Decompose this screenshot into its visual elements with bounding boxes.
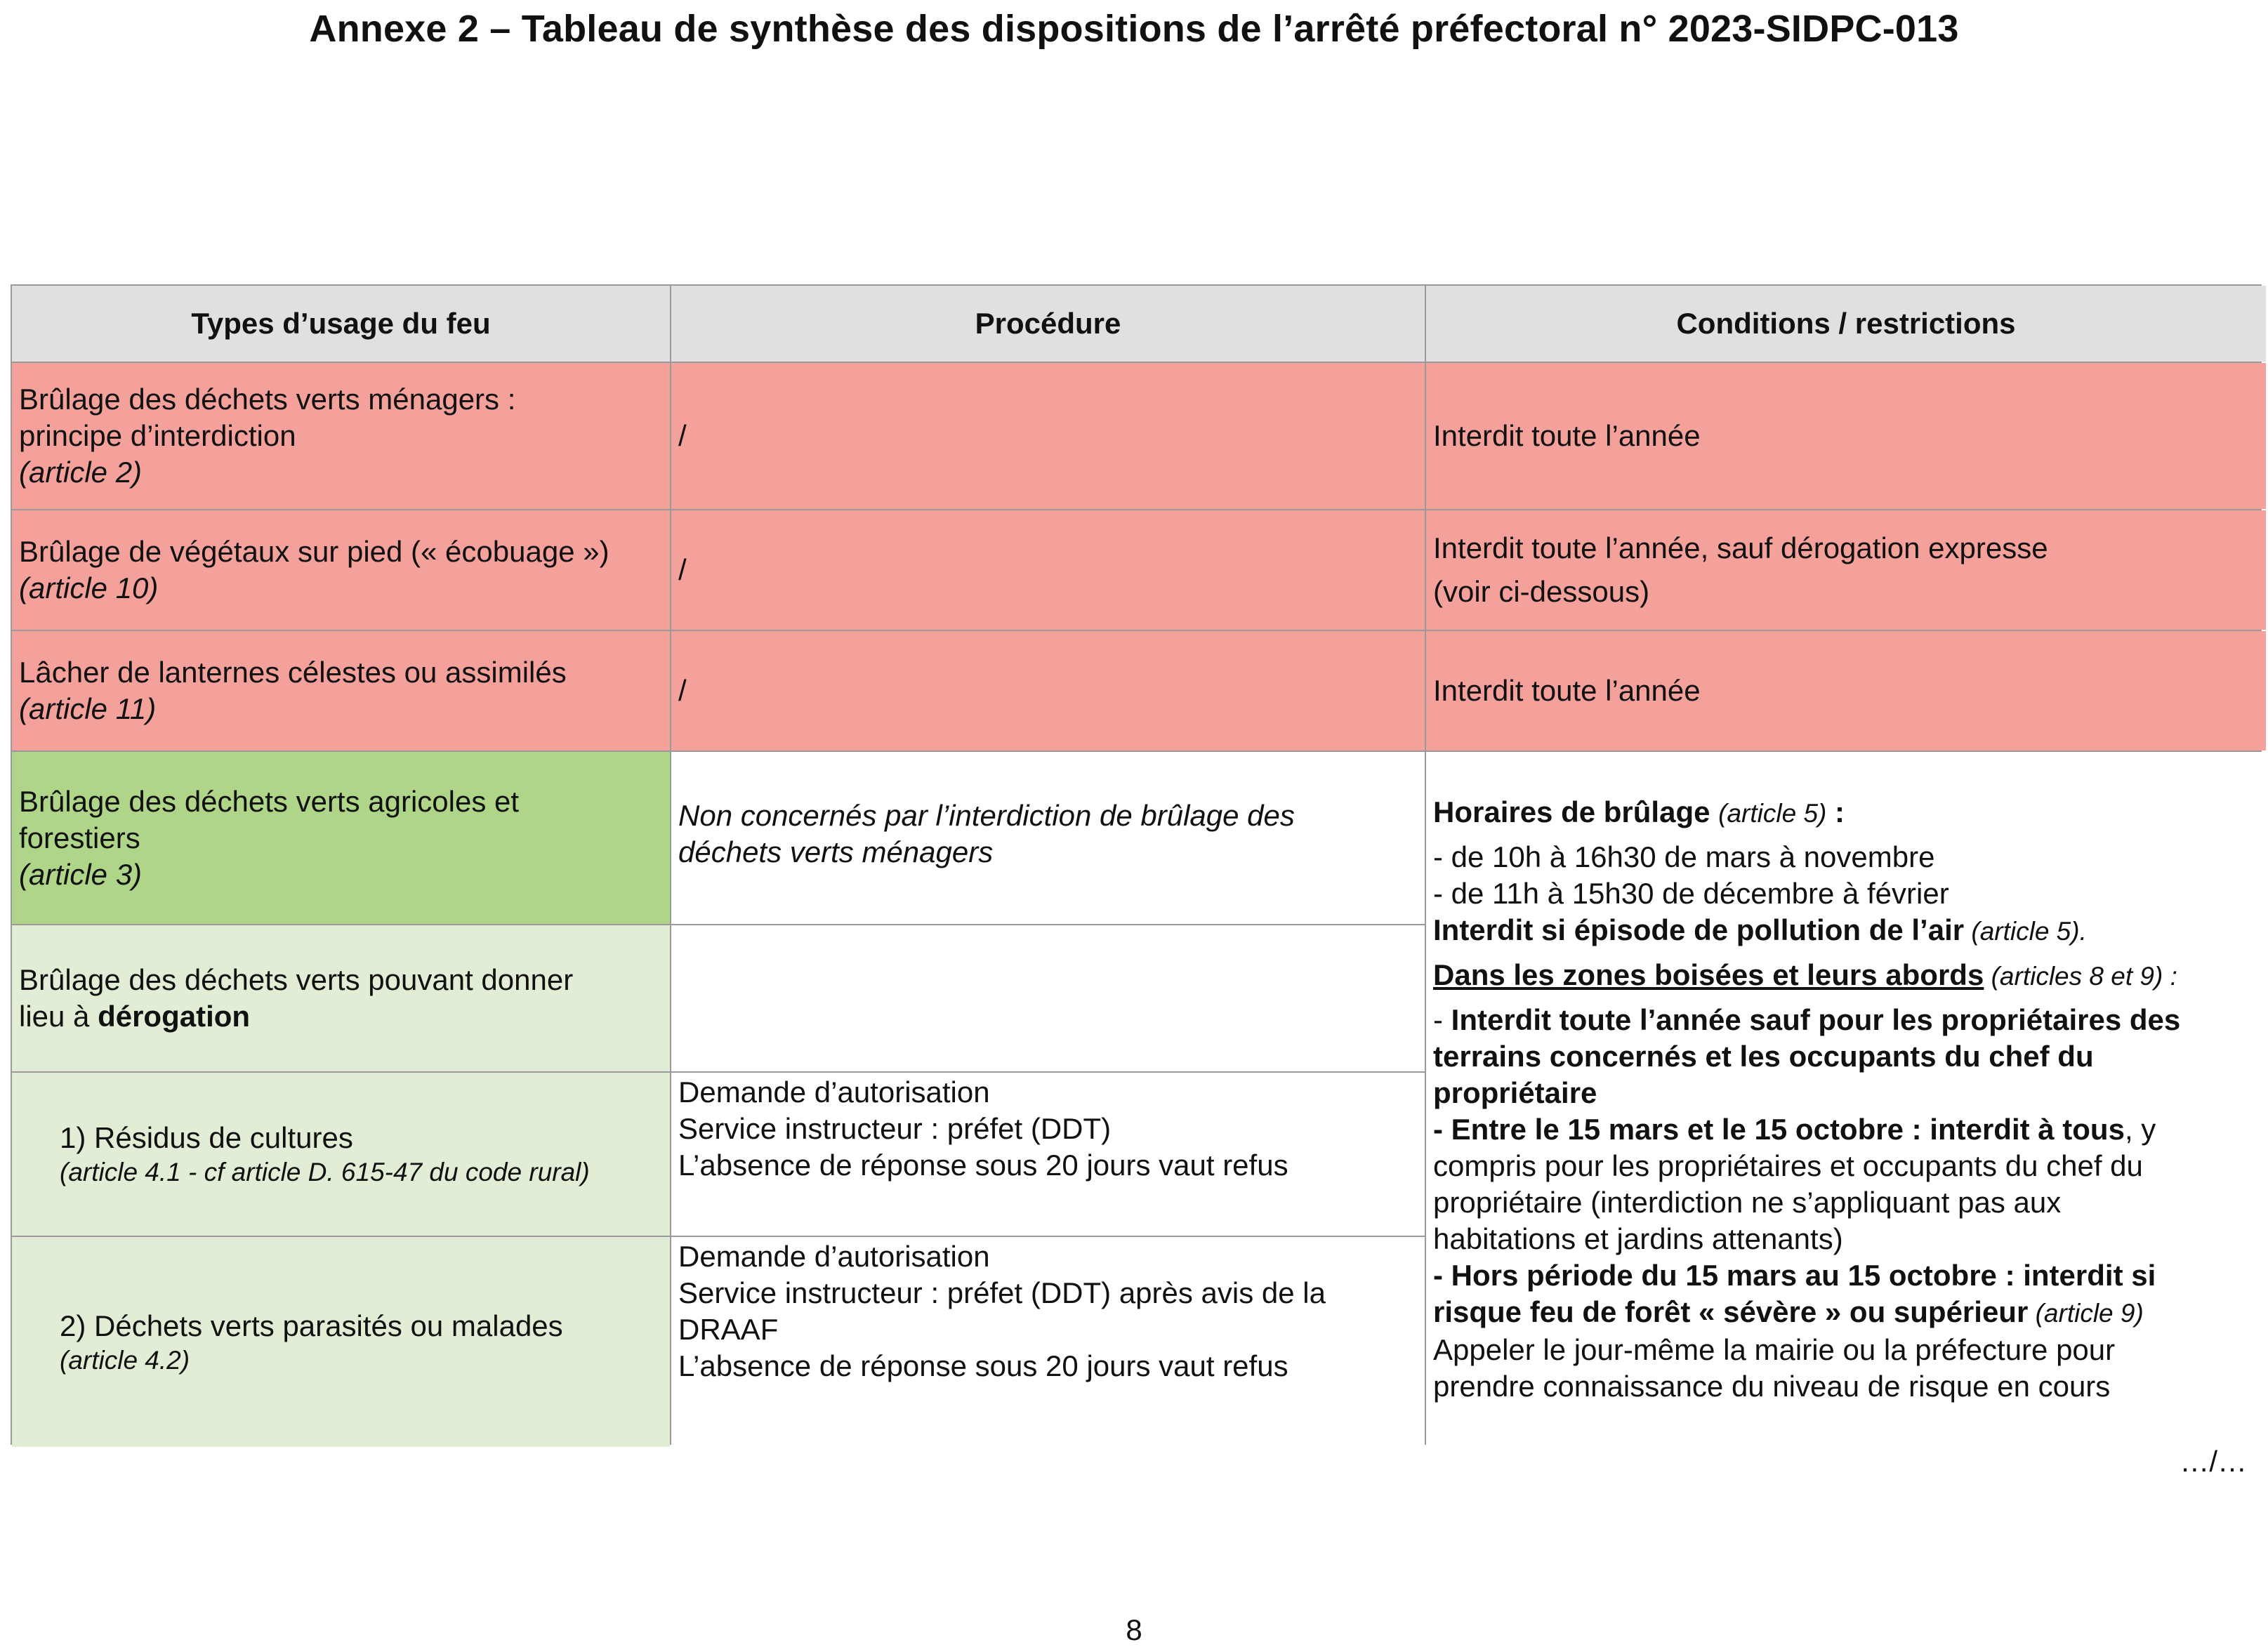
type-line: Brûlage des déchets verts agricoles et <box>19 784 520 818</box>
row-crop-residue-type <box>12 1073 670 1236</box>
procedure-text: L’absence de réponse sous 20 jours vaut refus <box>678 1149 1288 1182</box>
article-reference: (article 3) <box>19 857 143 891</box>
article-reference: (article 9) <box>2028 1299 2144 1328</box>
row-household-waste-condition <box>1426 363 2266 509</box>
row-crop-residue-procedure <box>671 1073 1425 1236</box>
article-reference: (article 5) <box>1718 799 1827 828</box>
row-ecobuage-type <box>12 510 670 630</box>
page-number: 8 <box>1126 1613 1142 1646</box>
period-line: habitations et jardins attenants) <box>1433 1222 1843 1255</box>
horaires-line: - de 10h à 16h30 de mars à novembre <box>1433 840 1935 873</box>
type-line: Brûlage des déchets verts ménagers : <box>19 383 516 416</box>
procedure-text: / <box>678 553 687 586</box>
type-line: Brûlage de végétaux sur pied (« écobuage ») <box>19 535 609 568</box>
condition-text: (voir ci-dessous) <box>1433 575 1650 608</box>
type-line: lieu à <box>19 1000 98 1033</box>
condition-text: Interdit toute l’année <box>1433 419 1701 452</box>
period-rule: - Entre le 15 mars et le 15 octobre : interdit à tous <box>1433 1113 2125 1146</box>
row-derogation-procedure <box>671 925 1425 1071</box>
procedure-text: / <box>678 419 687 452</box>
type-line: Brûlage des déchets verts pouvant donner <box>19 963 574 996</box>
synthesis-table <box>11 284 2262 1445</box>
zones-rule: propriétaire <box>1433 1076 1597 1109</box>
row-diseased-waste-procedure <box>671 1237 1425 1447</box>
type-line: Lâcher de lanternes célestes ou assimilés <box>19 656 567 689</box>
procedure-text: déchets verts ménagers <box>678 835 994 868</box>
continuation-mark: …/… <box>2180 1445 2247 1478</box>
row-derogation-type <box>12 925 670 1071</box>
row-agricultural-type <box>12 752 670 924</box>
procedure-text: Service instructeur : préfet (DDT) <box>678 1112 1112 1145</box>
procedure-text: Non concernés par l’interdiction de brûlage des <box>678 799 1295 832</box>
header-conditions: Conditions / restrictions <box>1426 286 2266 362</box>
article-reference: (article 5). <box>1964 917 2087 946</box>
procedure-text: / <box>678 674 687 707</box>
condition-text: Interdit toute l’année <box>1433 674 1701 707</box>
derogation-keyword: dérogation <box>98 1000 251 1033</box>
row-lanterns-type <box>12 631 670 750</box>
row-lanterns-condition <box>1426 631 2266 750</box>
procedure-text: DRAAF <box>678 1313 779 1346</box>
procedure-text: Service instructeur : préfet (DDT) après avis de la <box>678 1276 1326 1309</box>
article-reference: (article 10) <box>19 571 159 604</box>
article-reference: (article 4.2) <box>60 1345 190 1375</box>
article-reference: (articles 8 et 9) : <box>1984 962 2177 991</box>
dash: - <box>1433 1003 1451 1036</box>
article-reference: (article 2) <box>19 456 143 489</box>
colon: : <box>1826 795 1845 828</box>
appel-line: Appeler le jour-même la mairie ou la préfecture pour <box>1433 1333 2116 1366</box>
zones-rule: Interdit toute l’année sauf pour les propriétaires des <box>1451 1003 2181 1036</box>
header-usage-types: Types d’usage du feu <box>12 286 670 362</box>
page-title: Annexe 2 – Tableau de synthèse des dispositions de l’arrêté préfectoral n° 2023-SIDPC-013 <box>309 8 1959 50</box>
period-line: compris pour les propriétaires et occupants du chef du <box>1433 1149 2143 1182</box>
row-ecobuage-condition <box>1426 510 2266 630</box>
row-diseased-waste-type <box>12 1237 670 1447</box>
period-line: propriétaire (interdiction ne s’appliquant pas aux <box>1433 1186 2062 1219</box>
type-line: 2) Déchets verts parasités ou malades <box>60 1309 563 1342</box>
type-line: 1) Résidus de cultures <box>60 1121 353 1154</box>
procedure-text: Demande d’autorisation <box>678 1076 990 1109</box>
conditions-block <box>1426 752 2266 1447</box>
article-reference: (article 11) <box>19 692 157 725</box>
zones-rule: terrains concernés et les occupants du chef du <box>1433 1040 2094 1073</box>
period-rule-rest: , y <box>2124 1113 2156 1146</box>
condition-text: Interdit toute l’année, sauf dérogation expresse <box>1433 531 2048 564</box>
procedure-text: L’absence de réponse sous 20 jours vaut refus <box>678 1349 1288 1382</box>
appel-line: prendre connaissance du niveau de risque en cours <box>1433 1370 2111 1403</box>
header-procedure: Procédure <box>671 286 1425 362</box>
procedure-text: Demande d’autorisation <box>678 1240 990 1273</box>
row-ecobuage-procedure <box>671 510 1425 630</box>
zones-title: Dans les zones boisées et leurs abords <box>1433 958 1984 991</box>
pollution-rule: Interdit si épisode de pollution de l’air <box>1433 913 1965 946</box>
type-line: principe d’interdiction <box>19 419 296 452</box>
row-household-waste-type <box>12 363 670 509</box>
horaires-title: Horaires de brûlage <box>1433 795 1719 828</box>
row-agricultural-procedure <box>671 752 1425 924</box>
type-line: forestiers <box>19 821 140 854</box>
hors-period-rule: - Hors période du 15 mars au 15 octobre : interdit si <box>1433 1259 2156 1292</box>
hors-period-rule: risque feu de forêt « sévère » ou supérieur <box>1433 1295 2029 1328</box>
article-reference: (article 4.1 - cf article D. 615-47 du code rural) <box>60 1158 590 1186</box>
horaires-line: - de 11h à 15h30 de décembre à février <box>1433 877 1949 910</box>
row-lanterns-procedure <box>671 631 1425 750</box>
row-household-waste-procedure <box>671 363 1425 509</box>
